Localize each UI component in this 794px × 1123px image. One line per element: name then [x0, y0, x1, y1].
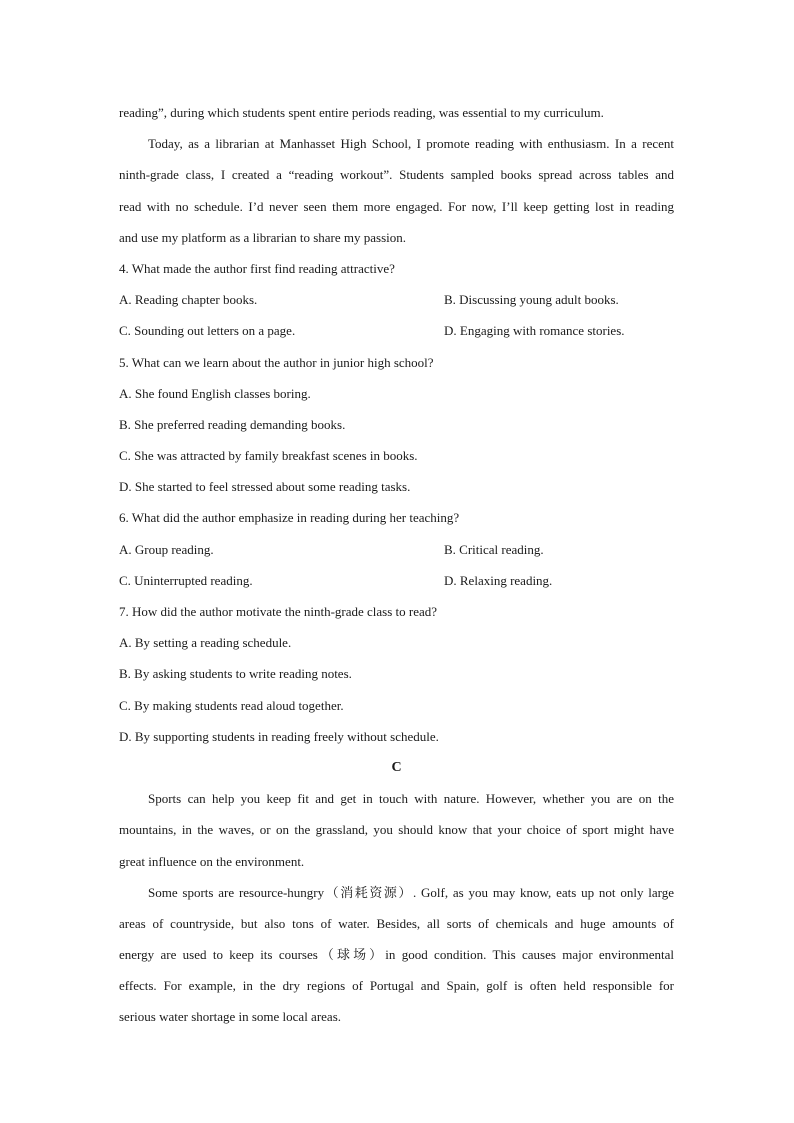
question-stem: 6. What did the author emphasize in reading during her teaching? [119, 510, 460, 526]
options-row [119, 570, 674, 601]
passage-line: reading”, during which students spent entire periods reading, was essential to my curriculum. [119, 105, 604, 120]
question-stem: 5. What can we learn about the author in junior high school? [119, 354, 434, 370]
passage-line: mountains, in the waves, or on the grassland, you should know that your choice of sport might have [119, 822, 674, 838]
section-title: C [391, 759, 402, 775]
passage-line: ninth-grade class, I created a “reading workout”. Students sampled books spread across tables and [119, 167, 674, 183]
passage-line: Some sports are resource-hungry（消耗资源）. Golf, as you may know, eats up not only large [148, 884, 674, 900]
passage-line: great influence on the environment. [119, 853, 305, 869]
option-b: B. By asking students to write reading notes. [119, 666, 352, 682]
passage-line: Sports can help you keep fit and get in touch with nature. However, whether you are on the [148, 791, 674, 807]
options-row [119, 320, 674, 351]
passage-line: areas of countryside, but also tons of water. Besides, all sorts of chemicals and huge amounts of [119, 915, 674, 931]
passage-line: energy are used to keep its courses（球场）in good condition. This causes major environmental [119, 947, 674, 963]
passage-line: read with no schedule. I’d never seen them more engaged. For now, I’ll keep getting lost in reading [119, 198, 674, 214]
option-a: A. By setting a reading schedule. [119, 635, 292, 651]
option-b: B. She preferred reading demanding books. [119, 416, 346, 432]
option-c: C. Uninterrupted reading. [119, 572, 253, 588]
option-a: A. She found English classes boring. [119, 385, 311, 401]
exam-page [119, 102, 674, 1038]
option-d: D. She started to feel stressed about some reading tasks. [119, 479, 411, 495]
question-stem: 4. What made the author first find reading attractive? [119, 260, 395, 276]
options-row [119, 539, 674, 570]
question-stem: 7. How did the author motivate the ninth-grade class to read? [119, 604, 438, 619]
passage-line: effects. For example, in the dry regions of Portugal and Spain, golf is often held responsible for [119, 978, 674, 994]
option-d: D. Relaxing reading. [444, 572, 553, 588]
option-d: D. Engaging with romance stories. [444, 323, 625, 339]
option-c: C. She was attracted by family breakfast scenes in books. [119, 448, 418, 464]
option-a: A. Reading chapter books. [119, 292, 258, 308]
options-row [119, 289, 674, 320]
passage-line: serious water shortage in some local areas. [119, 1009, 342, 1025]
option-c: C. Sounding out letters on a page. [119, 323, 296, 339]
option-c: C. By making students read aloud together. [119, 697, 344, 713]
option-d: D. By supporting students in reading freely without schedule. [119, 728, 439, 744]
passage-line: and use my platform as a librarian to share my passion. [119, 229, 407, 245]
option-a: A. Group reading. [119, 541, 214, 557]
passage-line: Today, as a librarian at Manhasset High School, I promote reading with enthusiasm. In a recent [148, 136, 674, 152]
option-b: B. Critical reading. [444, 541, 544, 557]
option-b: B. Discussing young adult books. [444, 292, 619, 308]
